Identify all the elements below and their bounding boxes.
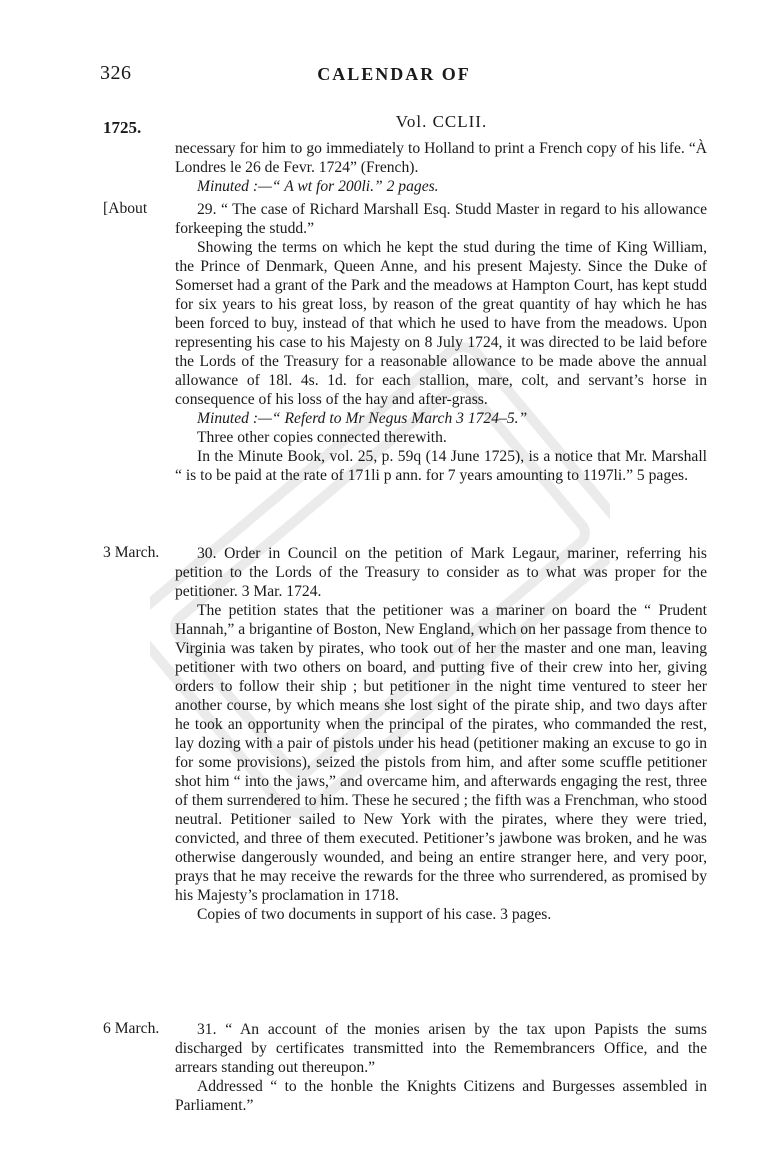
minuted-note: Minuted :—“ Referd to Mr Negus March 3 1724–5.” xyxy=(197,410,528,427)
entry-30 xyxy=(175,544,707,924)
page-header xyxy=(80,62,708,92)
paragraph: Showing the terms on which he kept the stud during the time of King William, the Prince of Denmark, Queen Anne, and his present Majesty. Since the Duke of Somerset had a grant of the Park and the meadows at Hampton Court, has kept studd for six years to his great loss, by reason of the great quantity of hay which he has been forced to buy, instead of that which he used to have from the meadows. Upon representing his case to his Majesty on 8 July 1724, it was directed to be laid before the Lords of the Treasury for a reasonable allowance to be made above the annual allowance of 18l. 4s. 1d. for each stallion, mare, colt, and servant’s horse in consequence of his loss of the hay and after-grass. xyxy=(175,239,707,408)
entry-31 xyxy=(175,1020,707,1115)
page-number: 326 xyxy=(100,62,132,84)
running-title: CALENDAR OF xyxy=(317,64,471,84)
paragraph: Addressed “ to the honble the Knights Citizens and Burgesses assembled in Parliament.” xyxy=(175,1078,707,1114)
margin-year: 1725. xyxy=(103,118,142,137)
margin-date: 3 March. xyxy=(103,544,160,561)
minuted-note: Minuted :—“ A wt for 200li.” 2 pages. xyxy=(197,178,439,195)
margin-date: [About xyxy=(103,200,148,217)
paragraph: The petition states that the petitioner was a mariner on board the “ Prudent Hannah,” a brigantine of Boston, New England, which on her passage from thence to Virginia was taken by pirates, who took out of her the master and one man, leaving petitioner with two others on board, and putting five of their crew into her, giving orders to follow their ship ; but petitioner in the night time ventured to steer her another course, by which means she lost sight of the pirate ship, and two days after he took an opportunity when the principal of the pirates, who commanded the rest, lay dozing with a pair of pistols under his head (petitioner making an excuse to go in for some provisions), seized the pistols from him, and after some scuffle petitioner shot him “ into the jaws,” and overcame him, and afterwards engaging the rest, three of them surrendered to him. These he secured ; the fifth was a Frenchman, who stood neutral. Petitioner sailed to New York with the pirates, where they were tried, convicted, and three of them executed. Petitioner’s jawbone was broken, and he was otherwise dangerously wounded, and being an entire stranger here, and very poor, prays that he may receive the rewards for the three who surrendered, as promised by his Majesty’s proclamation in 1718. xyxy=(175,602,707,904)
paragraph: necessary for him to go immediately to Holland to print a French copy of his life. “À Londres le 26 de Fevr. 1724” (French). xyxy=(175,140,707,176)
paragraph: Copies of two documents in support of his case. 3 pages. xyxy=(197,906,552,923)
paragraph: In the Minute Book, vol. 25, p. 59q (14 June 1725), is a notice that Mr. Marshall “ is to be paid at the rate of 171li p ann. for 7 years amounting to 1197li.” 5 pages. xyxy=(175,448,707,484)
entry-heading: 31. “ An account of the monies arisen by the tax upon Papists the sums discharged by certificates transmitted into the Remembrancers Office, and the arrears standing out thereupon.” xyxy=(175,1021,707,1076)
volume-heading: Vol. CCLII. xyxy=(395,112,488,131)
entry-heading: 29. “ The case of Richard Marshall Esq. Studd Master in regard to his allowance forkeeping the studd.” xyxy=(175,201,707,237)
paragraph: Three other copies connected therewith. xyxy=(197,429,447,446)
entry-continuation xyxy=(175,139,707,196)
margin-date: 6 March. xyxy=(103,1020,160,1037)
entry-29 xyxy=(175,200,707,485)
entry-heading: 30. Order in Council on the petition of Mark Legaur, mariner, referring his petition to the Lords of the Treasury to consider as to what was proper for the petitioner. 3 Mar. 1724. xyxy=(175,545,707,600)
